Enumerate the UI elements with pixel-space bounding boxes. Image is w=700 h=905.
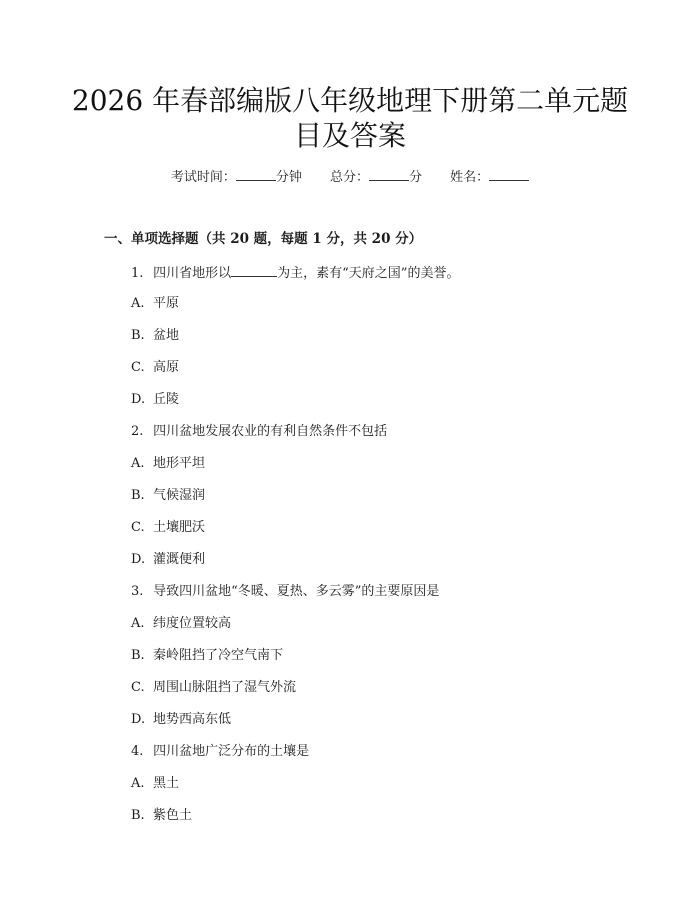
- answer-option: [131, 774, 651, 806]
- answer-option: [131, 518, 651, 550]
- question-stem: [131, 422, 651, 454]
- option-text: 高原: [153, 360, 180, 375]
- question-list: [131, 262, 651, 838]
- option-letter: D.: [131, 552, 146, 567]
- question-number: 4.: [131, 744, 144, 759]
- answer-option: [131, 390, 651, 422]
- student-name-field: [450, 166, 529, 188]
- answer-option: [131, 294, 651, 326]
- option-text: 秦岭阻挡了冷空气南下: [153, 648, 284, 663]
- question-stem: [131, 742, 651, 774]
- option-text: 丘陵: [153, 392, 180, 407]
- option-letter: A.: [131, 616, 145, 631]
- document-title-line-2: 目及答案: [293, 119, 406, 152]
- total-score-blank: [369, 166, 409, 181]
- option-letter: B.: [131, 648, 145, 663]
- question-text: 四川盆地广泛分布的土壤是: [153, 744, 310, 759]
- question-number: 1.: [131, 266, 144, 281]
- option-text: 地势西高东低: [153, 712, 232, 727]
- answer-option: [131, 486, 651, 518]
- option-letter: B.: [131, 808, 145, 823]
- option-letter: B.: [131, 328, 145, 343]
- option-letter: C.: [131, 360, 145, 375]
- option-text: 紫色土: [153, 808, 193, 823]
- exam-time-blank: [236, 166, 276, 181]
- total-score-unit: 分: [409, 170, 423, 185]
- answer-option: [131, 454, 651, 486]
- question-text: 四川盆地发展农业的有利自然条件不包括: [153, 424, 388, 439]
- option-text: 纬度位置较高: [153, 616, 232, 631]
- option-text: 气候湿润: [153, 488, 206, 503]
- answer-blank: [231, 262, 277, 277]
- option-text: 地形平坦: [153, 456, 206, 471]
- exam-time-unit: 分钟: [275, 170, 302, 185]
- exam-info-row: [0, 166, 700, 188]
- option-letter: C.: [131, 680, 145, 695]
- option-letter: A.: [131, 776, 145, 791]
- answer-option: [131, 614, 651, 646]
- answer-option: [131, 806, 651, 838]
- option-letter: B.: [131, 488, 145, 503]
- option-text: 黑土: [153, 776, 180, 791]
- question-number: 2.: [131, 424, 144, 439]
- answer-option: [131, 358, 651, 390]
- total-score-label: 总分：: [329, 170, 369, 185]
- total-score-field: [330, 166, 422, 188]
- option-text: 土壤肥沃: [153, 520, 206, 535]
- option-text: 平原: [153, 296, 180, 311]
- option-letter: D.: [131, 712, 146, 727]
- option-text: 周围山脉阻挡了湿气外流: [153, 680, 297, 695]
- option-letter: A.: [131, 456, 145, 471]
- answer-option: [131, 678, 651, 710]
- question-stem: [131, 582, 651, 614]
- answer-option: [131, 710, 651, 742]
- option-letter: D.: [131, 392, 146, 407]
- option-letter: A.: [131, 296, 145, 311]
- question-text: 导致四川盆地“冬暖、夏热、多云雾”的主要原因是: [153, 584, 440, 599]
- option-text: 盆地: [153, 328, 180, 343]
- exam-time-field: [171, 166, 302, 188]
- exam-time-label: 考试时间：: [170, 170, 236, 185]
- answer-option: [131, 550, 651, 582]
- question-stem: [131, 262, 651, 294]
- section-heading: 一、单项选择题（共 20 题，每题 1 分，共 20 分）: [104, 231, 423, 247]
- student-name-label: 姓名：: [450, 170, 490, 185]
- option-text: 灌溉便利: [153, 552, 206, 567]
- question-text-after-blank: 为主，素有“天府之国”的美誉。: [277, 266, 460, 281]
- student-name-blank: [489, 166, 529, 181]
- question-number: 3.: [131, 584, 144, 599]
- question-text-before-blank: 四川省地形以: [153, 266, 232, 281]
- answer-option: [131, 326, 651, 358]
- option-letter: C.: [131, 520, 145, 535]
- document-title-line-1: 2026 年春部编版八年级地理下册第二单元题: [71, 84, 629, 117]
- answer-option: [131, 646, 651, 678]
